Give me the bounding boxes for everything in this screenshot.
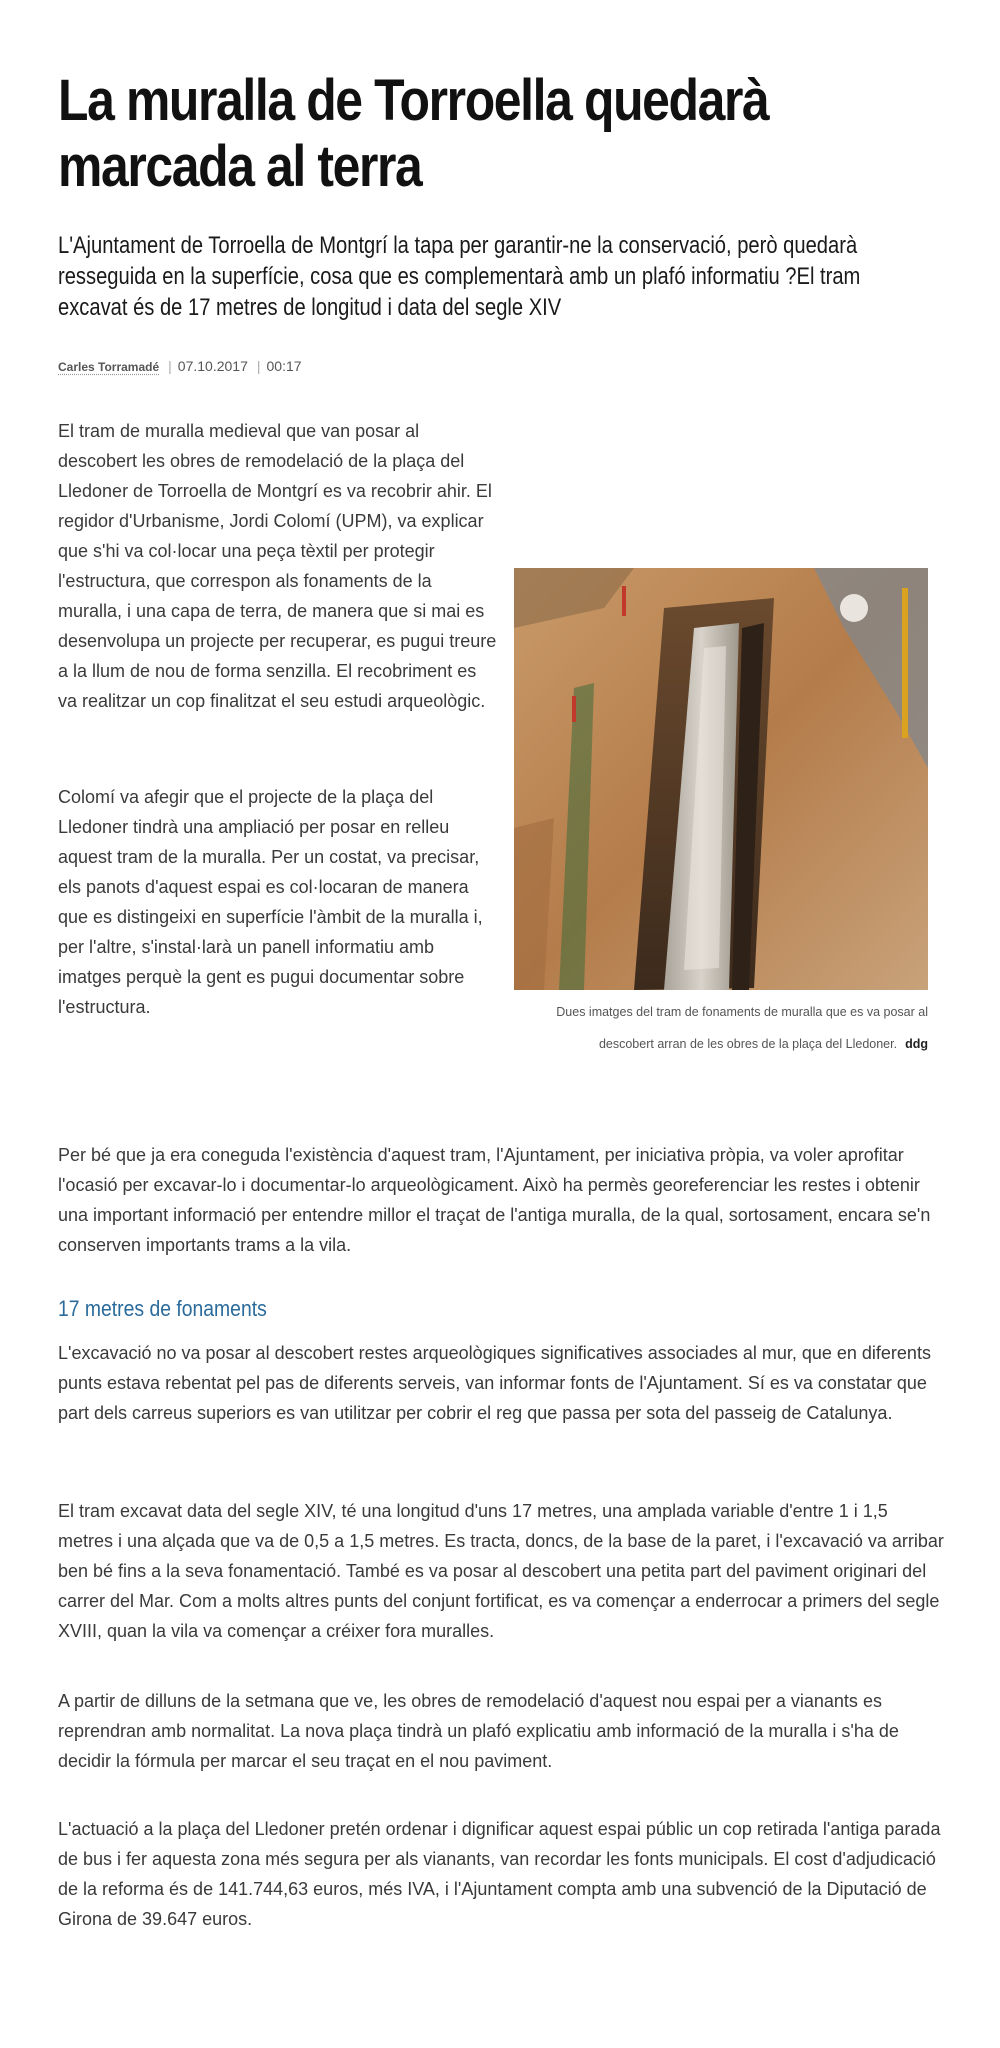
publish-date: 07.10.2017 xyxy=(177,358,248,374)
byline-separator: | xyxy=(256,358,261,374)
publish-time: 00:17 xyxy=(266,358,302,374)
paragraph-1: El tram de muralla medieval que van posar al descobert les obres de remodelació de la plaça del Lledoner de Torroella de Montgrí es va recobrir ahir. El regidor d'Urbanisme, Jordi Colomí (UPM), va explicar que s'hi va col·locar una peça tèxtil per protegir l'estructura, que correspon als fonaments de la muralla, i una capa de terra, de manera que si mai es desenvolupa un projecte per recuperar, es pugui treure a la llum de nou de forma senzilla. El recobriment es va realitzar un cop finalitzat el seu estudi arqueològic. xyxy=(58,421,497,711)
photo-credit: ddg xyxy=(905,1037,928,1051)
article-figure xyxy=(514,568,928,1060)
paragraph-3: Per bé que ja era coneguda l'existència d'aquest tram, l'Ajuntament, per iniciativa pròpia, va voler aprofitar l'ocasió per excavar-lo i documentar-lo arqueològicament. Això ha permès georeferenciar les restes i obtenir una important informació per entendre millor el traçat de l'antiga muralla, de la qual, sortosament, encara se'n conserven importants trams a la vila. xyxy=(58,1145,931,1255)
caption-text: Dues imatges del tram de fonaments de muralla que es va posar al descobert arran de les obres de la plaça del Lledoner. xyxy=(556,1005,928,1051)
paragraph-2: Colomí va afegir que el projecte de la plaça del Lledoner tindrà una ampliació per posar en relleu aquest tram de la muralla. Per un costat, va precisar, els panots d'aquest espai es col·locaran de manera que es distingeixi en superfície l'àmbit de la muralla i, per l'altre, s'instal·larà un panell informatiu amb imatges perquè la gent es pugui documentar sobre l'estructura. xyxy=(58,787,483,1017)
paragraph-5: El tram excavat data del segle XIV, té una longitud d'uns 17 metres, una amplada variable d'entre 1 i 1,5 metres i una alçada que va de 0,5 a 1,5 metres. Es tracta, doncs, de la base de la paret, i l'excavació va arribar ben bé fins a la seva fonamentació. També es va posar al descobert una petita part del paviment originari del carrer del Mar. Com a molts altres punts del conjunt fortificat, es va començar a enderrocar a primers del segle XVIII, quan la vila va començar a créixer fora muralles. xyxy=(58,1501,944,1641)
paragraph-6: A partir de dilluns de la setmana que ve, les obres de remodelació d'aquest nou espai per a vianants es reprendran amb normalitat. La nova plaça tindrà un plafó explicatiu amb informació de la muralla i s'ha de decidir la fórmula per marcar el seu traçat en el nou paviment. xyxy=(58,1691,899,1771)
paragraph-7: L'actuació a la plaça del Lledoner pretén ordenar i dignificar aquest espai públic un cop retirada l'antiga parada de bus i fer aquesta zona més segura per als vianants, van recordar les fonts municipals. El cost d'adjudicació de la reforma és de 141.744,63 euros, més IVA, i l'Ajuntament compta amb una subvenció de la Diputació de Girona de 39.647 euros. xyxy=(58,1819,941,1929)
article-subtitle: L'Ajuntament de Torroella de Montgrí la tapa per garantir-ne la conservació, però quedarà resseguida en la superfície, cosa que es complementarà amb un plafó informatiu ?El tram excavat és de 17 metres de longitud i data del segle XIV xyxy=(58,232,861,321)
article-headline: La muralla de Torroella quedarà marcada al terra xyxy=(58,68,769,199)
paragraph-4: L'excavació no va posar al descobert restes arqueològiques significatives associades al mur, que en diferents punts estava rebentat pel pas de diferents serveis, van informar fonts de l'Ajuntament. Sí es va constatar que part dels carreus superiors es van utilitzar per cobrir el reg que passa per sota del passeig de Catalunya. xyxy=(58,1343,931,1423)
byline xyxy=(58,358,302,374)
figure-caption xyxy=(514,996,928,1060)
byline-separator: | xyxy=(168,358,172,374)
excavation-photo xyxy=(514,568,928,990)
section-heading: 17 metres de fonaments xyxy=(58,1296,267,1321)
author-link[interactable]: Carles Torramadé xyxy=(58,360,160,374)
